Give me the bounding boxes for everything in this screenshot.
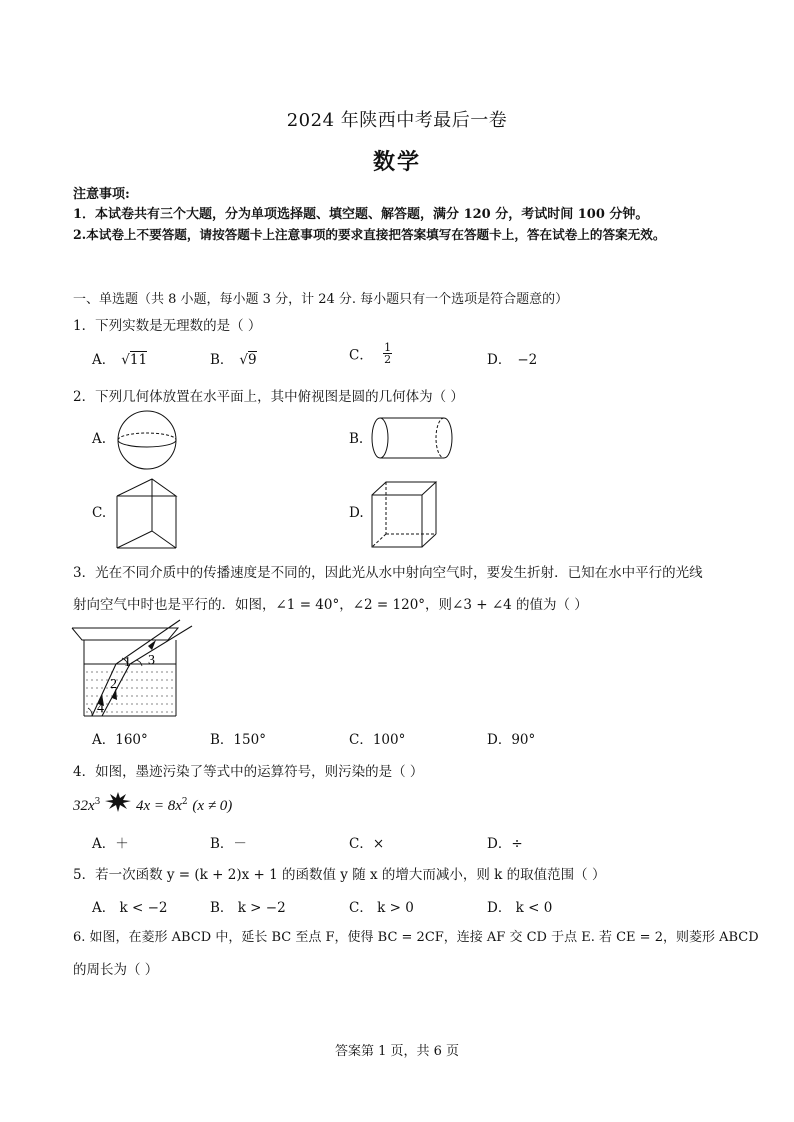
q4-option-d: D．÷ [487,836,523,852]
page-footer: 答案第 1 页，共 6 页 [334,1044,460,1059]
q4-option-b: B．－ [210,836,247,852]
q2-option-c: C. [92,505,107,521]
q1-option-c: C． $\frac{1}{2}$ [349,341,392,366]
notes-heading: 注意事项: [73,187,130,202]
q1-option-a: A． √11 [92,352,148,368]
angle-label-2: 2 [110,677,117,692]
angle-label-1: 1 [124,655,131,670]
question-3-line-2: 射向空气中时也是平行的．如图，∠1 = 40°，∠2 = 120°，则∠3 + ∠4 的值为（ ） [73,597,588,613]
q3-option-a: A．160° [92,732,148,748]
ink-blot-icon [105,792,131,812]
question-4-stem: 4．如图，墨迹污染了等式中的运算符号，则污染的是（ ） [73,764,424,780]
prism-figure [114,476,194,552]
question-6-line-1: 6. 如图，在菱形 ABCD 中，延长 BC 至点 F，使得 BC = 2CF，连接 AF 交 CD 于点 E. 若 CE = 2，则菱形 ABCD [73,930,759,945]
q5-option-a: A． k < −2 [92,900,168,916]
angle-label-4: 4 [97,701,104,716]
q5-option-d: D． k < 0 [487,900,553,916]
q3-option-b: B．150° [210,732,266,748]
sphere-figure [114,410,184,470]
cylinder-figure [370,416,460,466]
question-1-stem: 1．下列实数是无理数的是（ ） [73,318,262,334]
q2-option-d: D. [349,505,364,521]
question-6-line-2: 的周长为（ ） [73,962,159,978]
exam-title: 2024 年陕西中考最后一卷 [286,110,508,131]
q2-option-b: B. [349,431,364,447]
q3-option-d: D．90° [487,732,536,748]
notes-item-1: 1．本试卷共有三个大题，分为单项选择题、填空题、解答题，满分 120 分，考试时间 100 分钟。 [73,207,649,222]
q4-option-c: C．× [349,836,385,852]
question-2-stem: 2．下列几何体放置在水平面上，其中俯视图是圆的几何体为（ ） [73,389,464,405]
angle-label-3: 3 [148,653,155,668]
q1-option-d: D． −2 [487,352,538,368]
q4-expression: $32x^3$ $4x = 8x^2$ (x ≠ 0) [73,796,232,816]
q5-option-b: B． k > −2 [210,900,286,916]
q3-option-c: C．100° [349,732,406,748]
question-5-stem: 5．若一次函数 y = (k + 2)x + 1 的函数值 y 随 x 的增大而减小，则 k 的取值范围（ ） [73,867,606,883]
subject-title: 数学 [372,149,421,175]
question-3-line-1: 3．光在不同介质中的传播速度是不同的，因此光从水中射向空气时，要发生折射．已知在水中平行的光线 [73,565,703,581]
notes-item-2: 2.本试卷上不要答题，请按答题卡上注意事项的要求直接把答案填写在答题卡上，答在试卷上的答案无效。 [73,227,666,242]
cube-figure [370,480,444,552]
refraction-figure [70,620,200,720]
q2-option-a: A. [92,431,107,447]
section-heading: 一、单选题（共 8 小题，每小题 3 分，计 24 分. 每小题只有一个选项是符合题意的） [73,292,569,307]
q1-option-b: B． √9 [210,352,257,368]
q5-option-c: C． k > 0 [349,900,414,916]
q4-option-a: A．＋ [92,836,129,852]
